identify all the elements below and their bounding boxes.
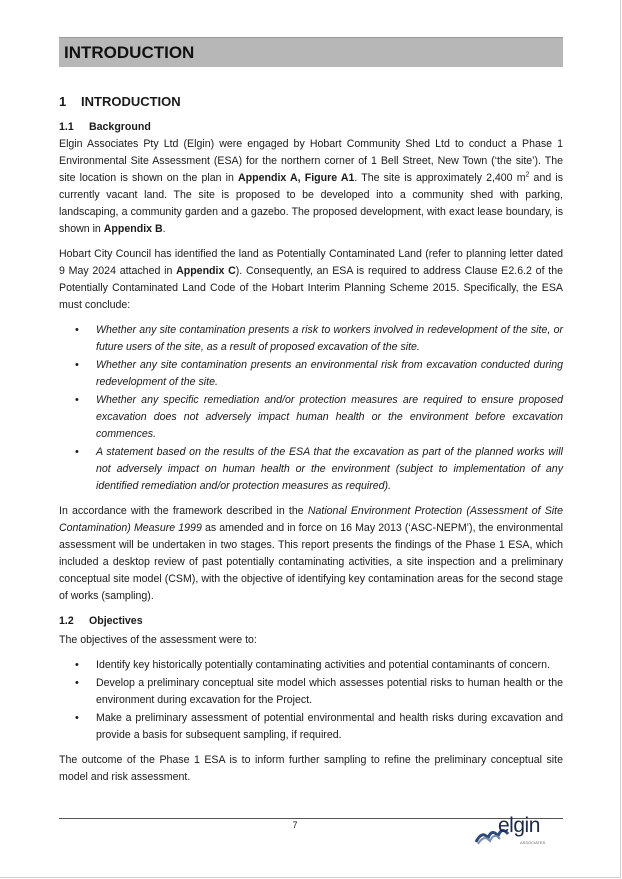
text-run: and is currently vacant land. The site is proposed to be developed into a community shed with parking, landscaping, a community garden and a gazebo. The proposed development, with exact lease boundary, is shown in: [59, 172, 564, 235]
appendix-ref: Appendix B: [103, 223, 163, 235]
list-item-text: Whether any specific remediation and/or protection measures are required to ensure proposed excavation does not adversely impact human health or the environment before excavation commences.: [96, 394, 563, 440]
section-title: Objectives: [89, 615, 143, 627]
paragraph-council: [59, 246, 563, 314]
measure-title: National Environment Protection (Assessment of Site Contamination) Measure 1999: [59, 505, 563, 534]
logo-tagline: ASSOCIATES: [520, 840, 546, 845]
list-item-text: Make a preliminary assessment of potential environmental and health risks during excavation and provide a basis for subsequent sampling, if required.: [96, 712, 563, 741]
list-item-text: Develop a preliminary conceptual site model which assesses potential risks to human health or the environment during excavation for the Project.: [96, 677, 563, 706]
text-run: ). Consequently, an ESA is required to address Clause E2.6.2 of the Potentially Contaminated Land Code of the Hobart Interim Planning Scheme 2015. Specifically, the ESA must conclude:: [59, 265, 563, 311]
list-item: [59, 444, 563, 495]
section-number: 1.2: [59, 615, 74, 627]
list-item-text: A statement based on the results of the ESA that the excavation as part of the planned works will not adversely impact on human health or the environment (subject to implementation of any identified remediation and/or protection measures as required).: [96, 446, 563, 492]
list-item-text: Identify key historically potentially contaminating activities and potential contaminants of concern.: [96, 659, 551, 671]
list-item: [59, 322, 563, 356]
document-body: [59, 93, 563, 794]
section-title: INTRODUCTION: [81, 94, 181, 109]
text-run: Elgin Associates Pty Ltd (Elgin) were engaged by Hobart Community Shed Ltd to conduct a Phase 1 Environmental Site Assessment (ESA) for the northern corner of 1 Bell Street, New Town (‘the site’). The site location is shown on the plan in: [59, 138, 563, 184]
superscript: 2: [525, 171, 530, 179]
list-item: [59, 675, 563, 709]
section-1-2-heading: [59, 613, 563, 630]
paragraph-background: [59, 136, 563, 238]
list-item: [59, 357, 563, 391]
list-item: [59, 392, 563, 443]
objectives-list: [59, 657, 563, 744]
section-1-1-heading: [59, 119, 563, 136]
section-number: 1.1: [59, 121, 74, 133]
paragraph-framework: [59, 503, 563, 605]
list-item-text: Whether any site contamination presents a risk to workers involved in redevelopment of the site, or future users of the site, as a result of proposed excavation of the site.: [96, 324, 563, 353]
appendix-ref: Appendix A, Figure A1: [238, 172, 355, 184]
bullet-icon: •: [75, 659, 79, 671]
list-item-text: Whether any site contamination presents an environmental risk from excavation conducted during redevelopment of the site.: [96, 359, 563, 388]
section-1-heading: [59, 93, 563, 111]
esa-conclusions-list: [59, 322, 563, 495]
list-item: [59, 710, 563, 744]
logo-text: elgin: [498, 814, 540, 837]
banner-title: INTRODUCTION: [59, 37, 563, 67]
text-run: .: [162, 223, 166, 235]
paragraph-objectives-intro: The objectives of the assessment were to:: [59, 634, 257, 646]
list-item: [59, 657, 563, 674]
paragraph-outcome: The outcome of the Phase 1 ESA is to inform further sampling to refine the preliminary conceptual site model and risk assessment.: [59, 754, 563, 783]
section-title: Background: [89, 121, 151, 133]
bullet-icon: •: [75, 324, 79, 336]
section-number: 1: [59, 94, 67, 109]
page-number: 7: [292, 820, 298, 830]
bullet-icon: •: [75, 712, 79, 724]
bullet-icon: •: [75, 394, 79, 406]
bullet-icon: •: [75, 677, 79, 689]
text-run: In accordance with the framework described in the: [59, 505, 308, 517]
text-run: Hobart City Council has identified the land as Potentially Contaminated Land (refer to planning letter dated 9 May 2024 attached in: [59, 248, 563, 277]
text-run: as amended and in force on 16 May 2013 (‘ASC-NEPM’), the environmental assessment will be undertaken in two stages. This report presents the findings of the Phase 1 ESA, which included a desktop review of past potentially contaminating activities, a site inspection and a preliminary conceptual site model (CSM), with the objective of identifying key contamination areas for the second stage of works (sampling).: [59, 522, 563, 602]
bullet-icon: •: [75, 359, 79, 371]
bullet-icon: •: [75, 446, 79, 458]
appendix-ref: Appendix C: [176, 265, 236, 277]
text-run: . The site is approximately 2,400 m: [354, 172, 526, 184]
